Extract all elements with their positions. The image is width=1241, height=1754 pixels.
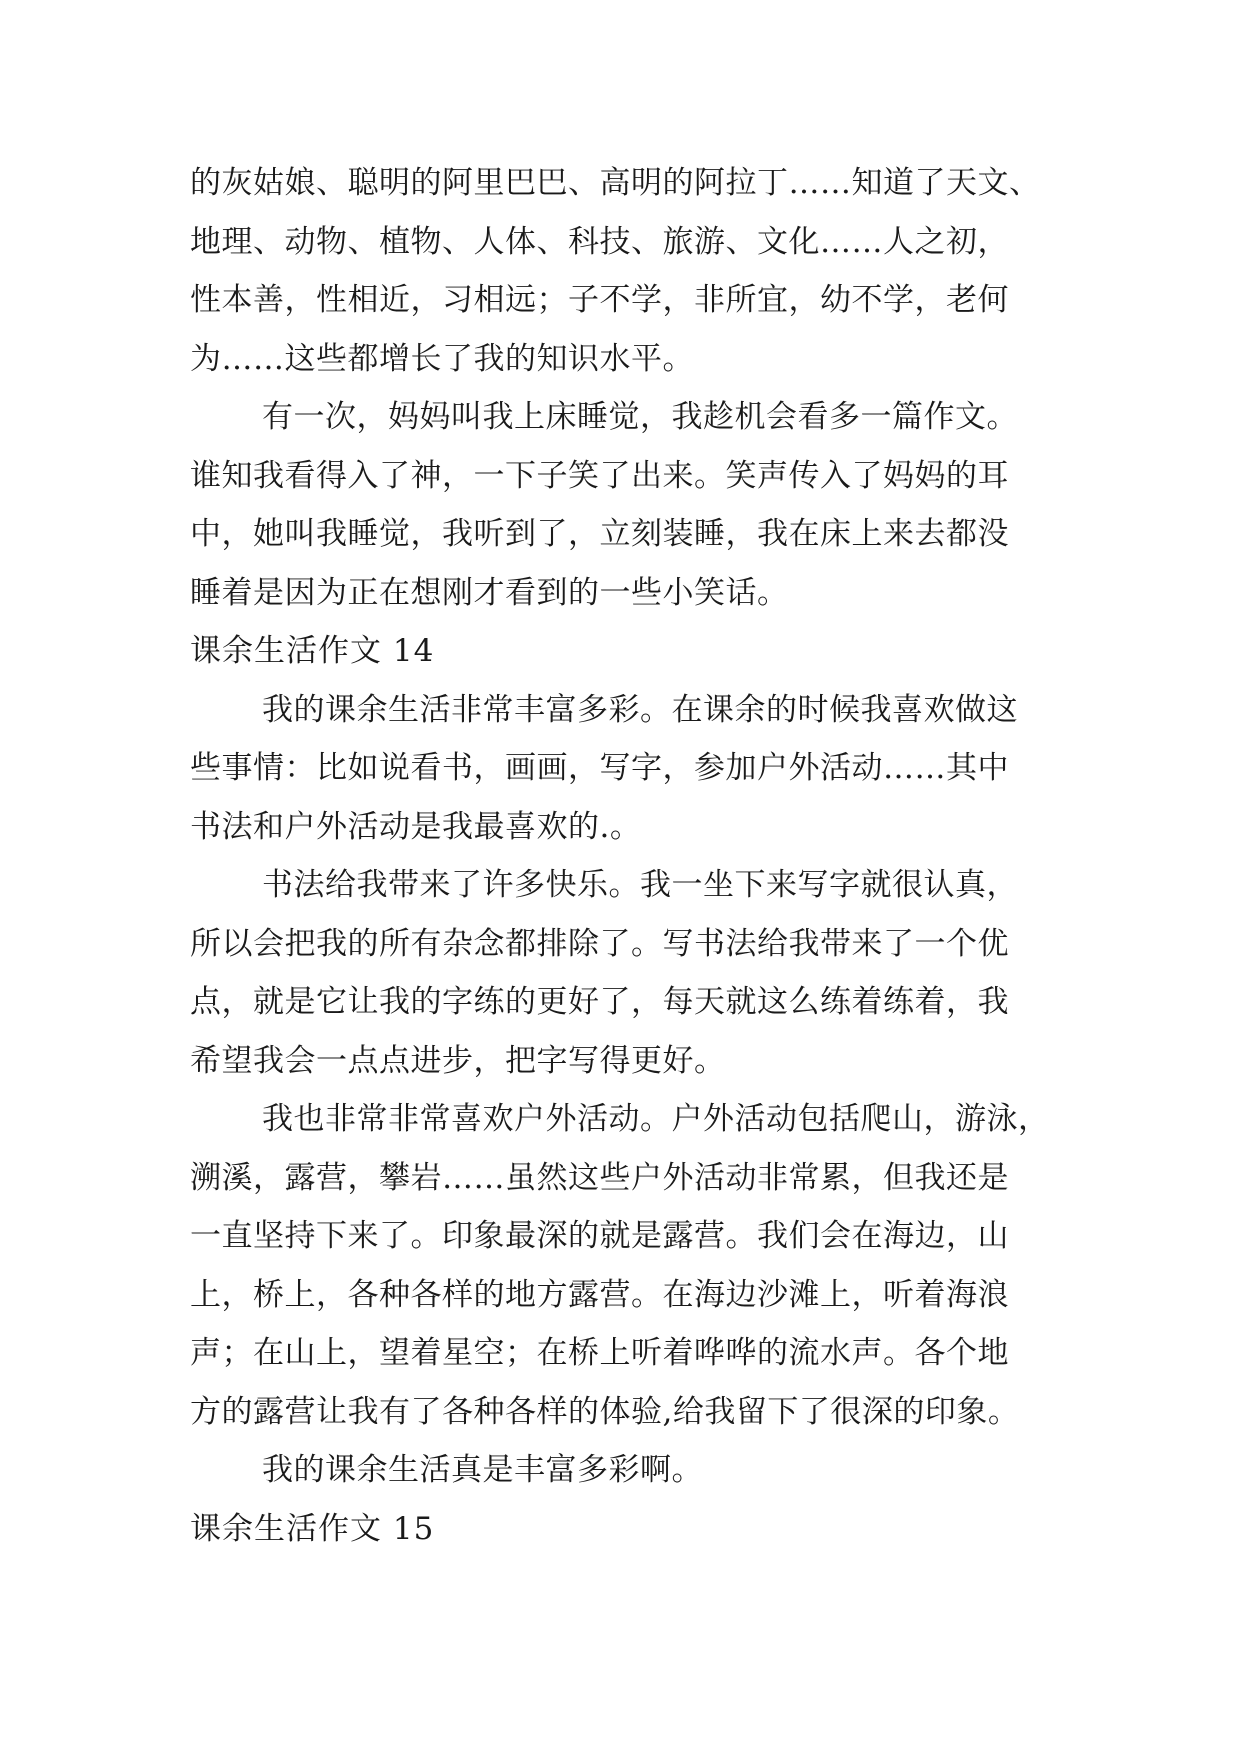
text-line: 谁知我看得入了神，一下子笑了出来。笑声传入了妈妈的耳 bbox=[190, 457, 1009, 494]
text-line: 为……这些都增长了我的知识水平。 bbox=[190, 340, 694, 377]
section-heading: 课余生活作文 14 bbox=[190, 633, 435, 669]
text-line: 地理、动物、植物、人体、科技、旅游、文化……人之初， bbox=[190, 223, 1009, 260]
text-line: 睡着是因为正在想刚才看到的一些小笑话。 bbox=[190, 574, 789, 611]
text-line: 上，桥上，各种各样的地方露营。在海边沙滩上，听着海浪 bbox=[190, 1276, 1009, 1313]
text-line: 的灰姑娘、聪明的阿里巴巴、高明的阿拉丁……知道了天文、 bbox=[190, 165, 1041, 201]
text-line: 一直坚持下来了。印象最深的就是露营。我们会在海边，山 bbox=[190, 1218, 1009, 1254]
text-line: 点，就是它让我的字练的更好了，每天就这么练着练着，我 bbox=[190, 984, 1009, 1020]
text-line: 方的露营让我有了各种各样的体验,给我留下了很深的印象。 bbox=[190, 1393, 1020, 1430]
text-line: 溯溪，露营，攀岩……虽然这些户外活动非常累，但我还是 bbox=[190, 1159, 1009, 1196]
text-line: 希望我会一点点进步，把字写得更好。 bbox=[190, 1042, 726, 1079]
text-line: 书法和户外活动是我最喜欢的.。 bbox=[190, 808, 642, 845]
paragraph-first-line: 我也非常非常喜欢户外活动。户外活动包括爬山，游泳， bbox=[262, 1101, 1050, 1137]
text-line: 所以会把我的所有杂念都排除了。写书法给我带来了一个优 bbox=[190, 925, 1009, 962]
text-line: 声；在山上，望着星空；在桥上听着哗哗的流水声。各个地 bbox=[190, 1335, 1009, 1371]
document-page bbox=[190, 154, 1050, 1558]
paragraph-first-line: 我的课余生活真是丰富多彩啊。 bbox=[262, 1452, 703, 1488]
text-line: 中，她叫我睡觉，我听到了，立刻装睡，我在床上来去都没 bbox=[190, 516, 1009, 552]
text-line: 些事情：比如说看书，画画，写字，参加户外活动……其中 bbox=[190, 750, 1009, 786]
paragraph-first-line: 书法给我带来了许多快乐。我一坐下来写字就很认真， bbox=[262, 867, 1018, 903]
paragraph-first-line: 我的课余生活非常丰富多彩。在课余的时候我喜欢做这 bbox=[262, 691, 1018, 728]
section-heading: 课余生活作文 15 bbox=[190, 1510, 435, 1547]
text-line: 性本善，性相近，习相远；子不学，非所宜，幼不学，老何 bbox=[190, 282, 1009, 318]
paragraph-first-line: 有一次，妈妈叫我上床睡觉，我趁机会看多一篇作文。 bbox=[262, 399, 1018, 435]
